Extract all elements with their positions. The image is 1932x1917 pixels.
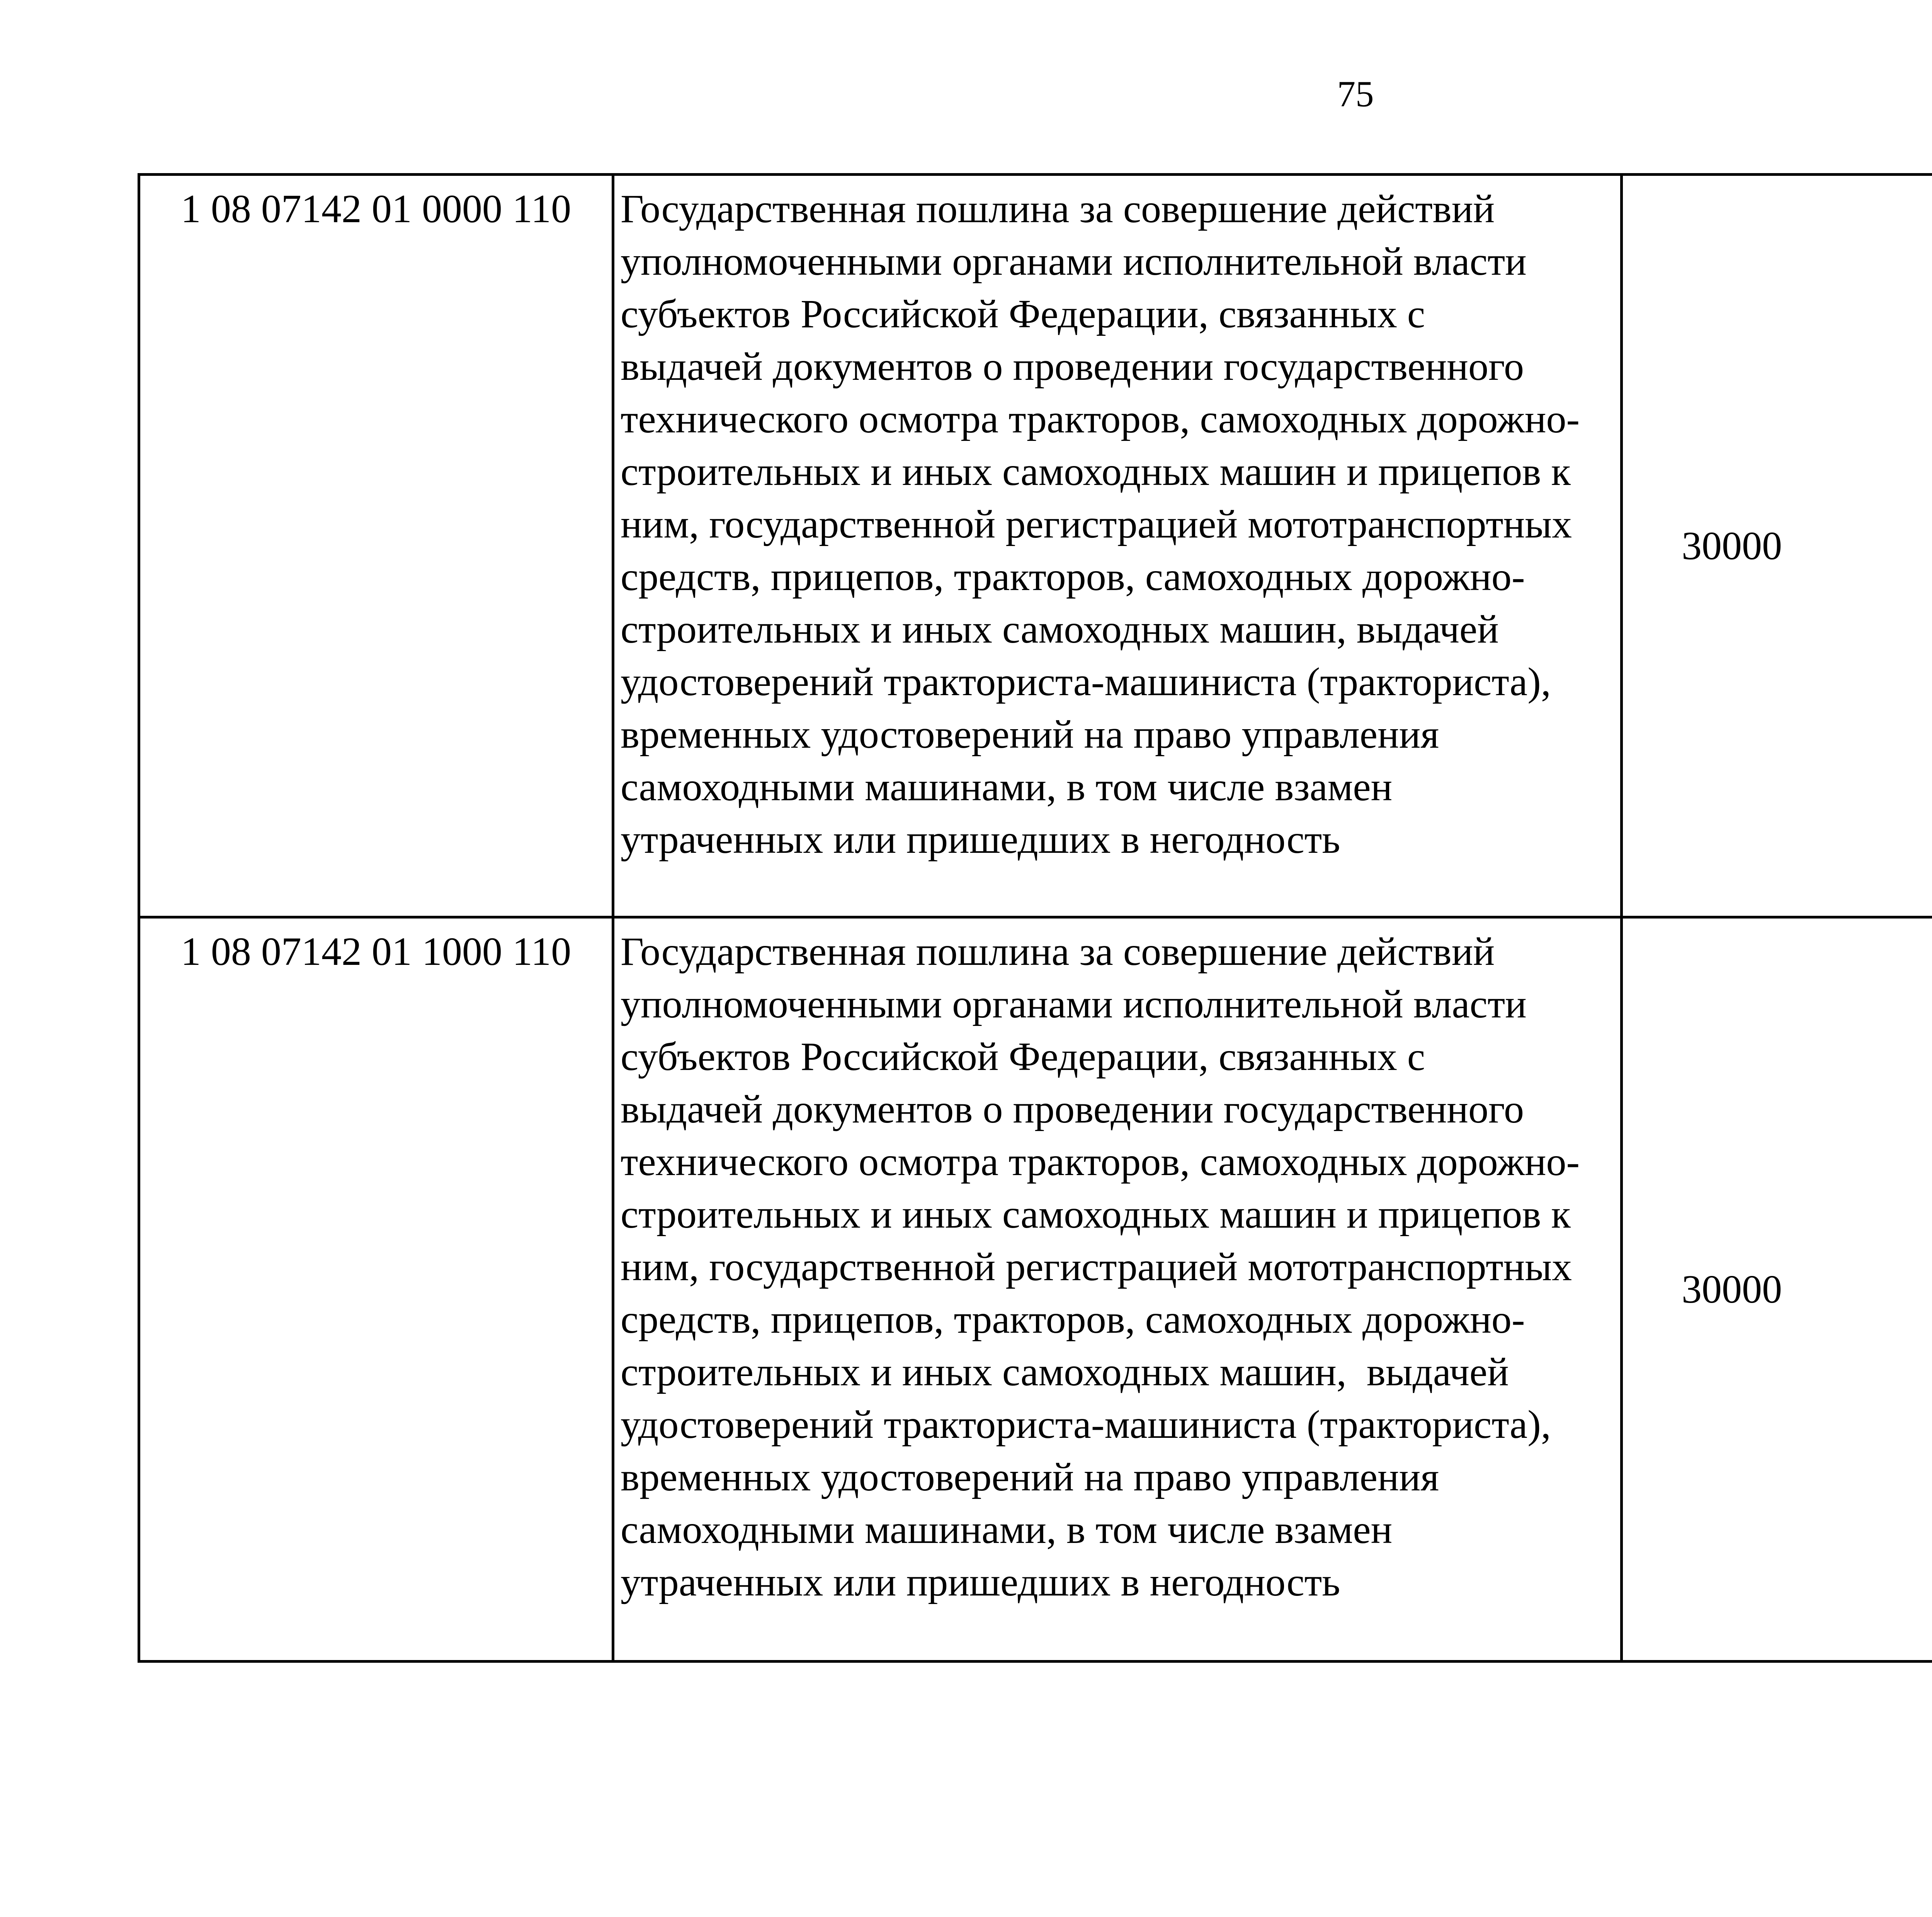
description-line: субъектов Российской Федерации, связанных с [621, 1034, 1425, 1079]
description-line: технического осмотра тракторов, самоходных дорожно- [621, 1140, 1580, 1184]
description-line: выдачей документов о проведении государственного [621, 344, 1524, 389]
value-1: 30000 [1682, 1267, 1782, 1311]
description-line: утраченных или пришедших в негодность [621, 1560, 1340, 1604]
description-line: самоходными машинами, в том числе взамен [621, 765, 1393, 809]
description-line: утраченных или пришедших в негодность [621, 817, 1340, 862]
description-line: средств, прицепов, тракторов, самоходных дорожно- [621, 1297, 1525, 1342]
description-line: ним, государственной регистрацией мототранспортных [621, 502, 1572, 546]
budget-table [138, 173, 1932, 1663]
description-line: строительных и иных самоходных машин и прицепов к [621, 449, 1571, 494]
description-line: Государственная пошлина за совершение действий [621, 929, 1495, 974]
table-row [139, 175, 1932, 917]
value-cell-1 [1622, 175, 1932, 917]
description-line: технического осмотра тракторов, самоходных дорожно- [621, 397, 1580, 441]
description-line: субъектов Российской Федерации, связанных с [621, 292, 1425, 336]
table-row [139, 917, 1932, 1662]
budget-code: 1 08 07142 01 1000 110 [180, 929, 571, 974]
description-line: выдачей документов о проведении государственного [621, 1087, 1524, 1131]
description-line: строительных и иных самоходных машин, выдачей [621, 1350, 1509, 1394]
description-line: уполномоченными органами исполнительной власти [621, 982, 1527, 1026]
description-line: строительных и иных самоходных машин, выдачей [621, 607, 1499, 651]
description-line: ним, государственной регистрацией мототранспортных [621, 1245, 1572, 1289]
value-1: 30000 [1682, 523, 1782, 568]
description-line: Государственная пошлина за совершение действий [621, 187, 1495, 231]
value-cell-1 [1622, 917, 1932, 1662]
description-line: самоходными машинами, в том числе взамен [621, 1507, 1393, 1552]
description-line: временных удостоверений на право управления [621, 1455, 1439, 1499]
description-cell [613, 175, 1622, 917]
budget-code-cell [139, 917, 613, 1662]
description-line: строительных и иных самоходных машин и прицепов к [621, 1192, 1571, 1237]
budget-code-cell [139, 175, 613, 917]
description-line: уполномоченными органами исполнительной власти [621, 239, 1527, 284]
budget-code: 1 08 07142 01 0000 110 [180, 187, 571, 231]
description-line: удостоверений тракториста-машиниста (тракториста), [621, 660, 1551, 704]
description-line: средств, прицепов, тракторов, самоходных дорожно- [621, 555, 1525, 599]
page-number: 75 [1337, 73, 1374, 114]
description-line: удостоверений тракториста-машиниста (тракториста), [621, 1402, 1551, 1447]
description-line: временных удостоверений на право управления [621, 712, 1439, 757]
description-cell [613, 917, 1622, 1662]
